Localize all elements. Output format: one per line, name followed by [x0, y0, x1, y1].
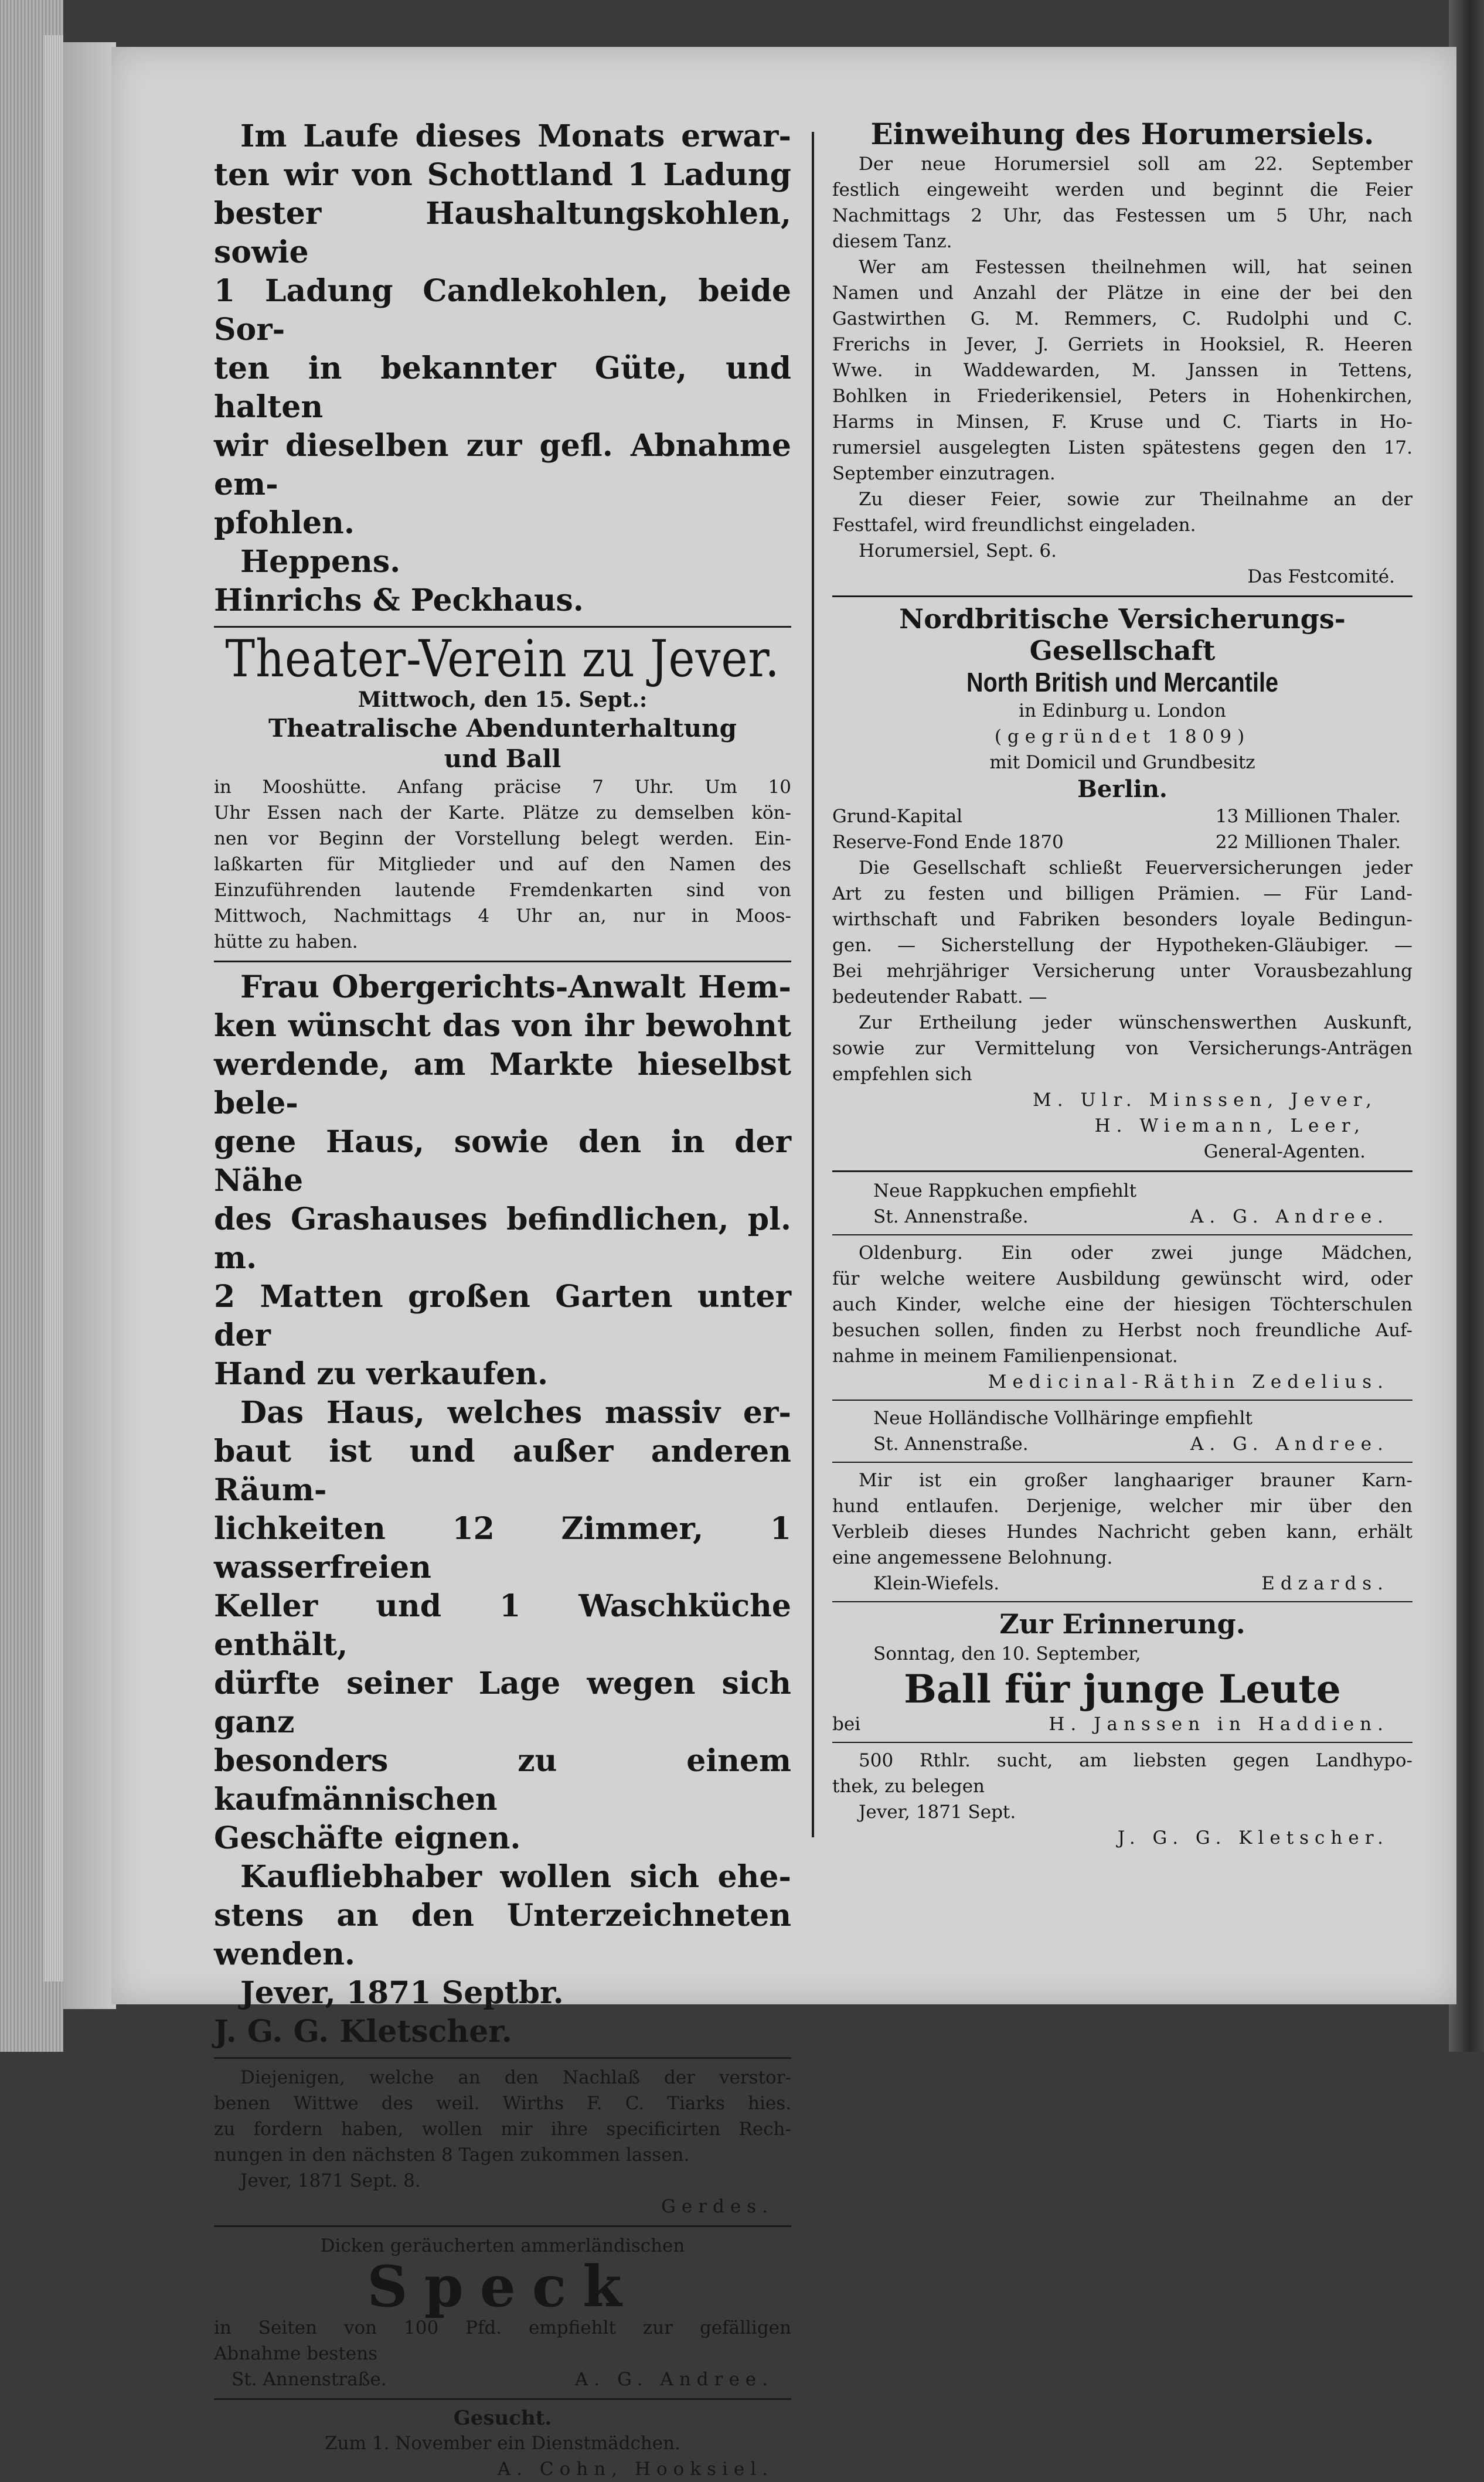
- text-line: nahme in meinem Familienpensionat.: [832, 1346, 1178, 1367]
- text-line: Bei mehrjähriger Versicherung unter Vorausbezahlung: [832, 961, 1412, 982]
- domicile: mit Domicil und Grundbesitz: [989, 752, 1255, 773]
- capital-value: 13 Millionen Thaler.: [1215, 806, 1401, 827]
- event-title: Theatralische Abendunterhaltung: [268, 714, 737, 743]
- text-line: für welche weitere Ausbildung gewünscht wird, oder: [832, 1268, 1412, 1289]
- divider: [214, 961, 791, 962]
- text-line: Nachmittags 2 Uhr, das Festessen um 5 Uhr, nach: [832, 205, 1412, 226]
- text-line: Zur Ertheilung jeder wünschenswerthen Auskunft,: [859, 1012, 1412, 1033]
- text-line: besonders zu einem kaufmännischen: [214, 1743, 791, 1817]
- text-line: Mittwoch, Nachmittags 4 Uhr an, nur in Moos-: [214, 905, 791, 927]
- text-line: Wer am Festessen theilnehmen will, hat seinen: [859, 257, 1412, 278]
- text-line: lichkeiten 12 Zimmer, 1 wasserfreien: [214, 1511, 791, 1585]
- text-line: zu fordern haben, wollen mir ihre specificirten Rech-: [214, 2119, 791, 2140]
- text-line: Neue Rappkuchen empfiehlt: [873, 1180, 1137, 1201]
- insurance-advertisement: [832, 603, 1412, 1165]
- founded-year: (gegründet 1809): [994, 726, 1251, 747]
- text-line: festlich eingeweiht werden und beginnt die Feier: [832, 179, 1412, 200]
- text-line: nungen in den nächsten 8 Tagen zukommen lassen.: [214, 2144, 690, 2166]
- text-line: Einzuführenden lautende Fremdenkarten sind von: [214, 880, 791, 901]
- text-line: 500 Rthlr. sucht, am liebsten gegen Landhypo-: [859, 1750, 1412, 1771]
- ad-title: Zur Erinnerung.: [999, 1608, 1245, 1640]
- estate-claims-notice: [214, 2065, 791, 2219]
- text-line: nen vor Beginn der Vorstellung belegt werden. Ein-: [214, 828, 791, 849]
- text-line: Uhr Essen nach der Karte. Plätze zu demselben kön-: [214, 802, 791, 823]
- divider: [214, 2225, 791, 2227]
- text-line: Festtafel, wird freundlichst eingeladen.: [832, 515, 1196, 536]
- ball-advertisement: [832, 1607, 1412, 1737]
- divider: [214, 2057, 791, 2059]
- wanted-advertisement: [214, 2406, 791, 2482]
- signature: J. G. G. Kletscher.: [214, 2014, 512, 2049]
- domicile-city: Berlin.: [1077, 775, 1168, 803]
- event-date: Mittwoch, den 15. Sept.:: [358, 687, 648, 712]
- text-line: hütte zu haben.: [214, 931, 358, 952]
- divider: [832, 1742, 1412, 1743]
- place-date: Jever, 1871 Septbr.: [240, 1975, 564, 2011]
- host-name: H. Janssen in Haddien.: [1049, 1714, 1389, 1735]
- text-line: stens an den Unterzeichneten wenden.: [214, 1898, 791, 1972]
- text-line: pfohlen.: [214, 505, 355, 541]
- divider: [832, 1462, 1412, 1463]
- ad-title: Speck: [367, 2253, 638, 2320]
- divider: [832, 1400, 1412, 1401]
- text-line: Das Haus, welches massiv er-: [240, 1395, 791, 1431]
- text-line: diesem Tanz.: [832, 231, 952, 252]
- text-line: wir dieselben zur gefl. Abnahme em-: [214, 428, 791, 502]
- signature: A. G. Andree.: [1190, 1206, 1389, 1227]
- house-sale-advertisement: [214, 968, 791, 2051]
- place-name: Klein-Wiefels.: [873, 1573, 1000, 1594]
- text-line: eine angemessene Belohnung.: [832, 1547, 1113, 1568]
- text-line: Abnahme bestens: [214, 2343, 378, 2364]
- text-line: Harms in Minsen, F. Kruse und C. Tiarts in Ho-: [832, 411, 1412, 433]
- place-date: Horumersiel, Sept. 6.: [859, 540, 1057, 561]
- right-column: [832, 117, 1412, 1851]
- text-line: Kaufliebhaber wollen sich ehe-: [240, 1859, 791, 1895]
- text-line: Im Laufe dieses Monats erwar-: [240, 118, 791, 154]
- agent-name: H. Wiemann, Leer,: [1094, 1115, 1366, 1136]
- text-line: 2 Matten großen Garten unter der: [214, 1279, 791, 1353]
- ad-title: Gesucht.: [453, 2406, 552, 2430]
- signature: A. G. Andree.: [574, 2369, 774, 2390]
- boarding-school-advertisement: [832, 1240, 1412, 1395]
- text-line: Gastwirthen G. M. Remmers, C. Rudolphi und C.: [832, 308, 1412, 329]
- text-line: benen Wittwe des weil. Wirths F. C. Tiarks hies.: [214, 2093, 791, 2114]
- text-line: 1 Ladung Candlekohlen, beide Sor-: [214, 273, 791, 348]
- text-line: sowie zur Vermittelung von Versicherungs-Anträgen: [832, 1038, 1412, 1059]
- ad-title: Einweihung des Horumersiels.: [870, 117, 1374, 151]
- reserve-label: Reserve-Fond Ende 1870: [832, 832, 1064, 853]
- event-headline: Ball für junge Leute: [904, 1666, 1341, 1712]
- divider: [832, 1170, 1412, 1172]
- text-line: Verbleib dieses Hundes Nachricht geben kann, erhält: [832, 1521, 1412, 1543]
- divider: [832, 595, 1412, 597]
- text-line: ken wünscht das von ihr bewohnt: [214, 1008, 791, 1044]
- capital-label: Grund-Kapital: [832, 806, 963, 827]
- text-line: Oldenburg. Ein oder zwei junge Mädchen,: [859, 1242, 1412, 1264]
- text-line: Namen und Anzahl der Plätze in eine der bei den: [832, 282, 1412, 304]
- text-line: laßkarten für Mitglieder und auf den Namen des: [214, 854, 791, 875]
- text-line: besuchen sollen, finden zu Herbst noch freundliche Auf-: [832, 1320, 1412, 1341]
- text-line: dürfte seiner Lage wegen sich ganz: [214, 1666, 791, 1740]
- text-line: Bohlken in Friederikensiel, Peters in Hohenkirchen,: [832, 386, 1412, 407]
- text-line: ten in bekannter Güte, und halten: [214, 350, 791, 425]
- street-name: St. Annenstraße.: [873, 1434, 1029, 1455]
- text-line: gen. — Sicherstellung der Hypotheken-Gläubiger. —: [832, 935, 1412, 956]
- signature: Edzards.: [1261, 1573, 1389, 1594]
- text-line: Zu dieser Feier, sowie zur Theilnahme an der: [859, 489, 1412, 510]
- text-line: Art zu festen und billigen Prämien. — Für Land-: [832, 883, 1412, 904]
- text-line: Frerichs in Jever, J. Gerriets in Hooksiel, R. Heeren: [832, 334, 1412, 355]
- event-title-2: und Ball: [444, 744, 561, 773]
- theater-advertisement: [214, 628, 791, 955]
- bacon-advertisement: [214, 2233, 791, 2392]
- book-spine-edge: [0, 0, 63, 2052]
- place-name: Heppens.: [240, 544, 401, 580]
- text-line: Geschäfte eignen.: [214, 1820, 521, 1856]
- text-line: empfehlen sich: [832, 1064, 972, 1085]
- text-line: September einzutragen.: [832, 463, 1056, 484]
- street-name: St. Annenstraße.: [232, 2369, 387, 2390]
- rapeseed-cake-advertisement: [832, 1178, 1412, 1230]
- signature: A. Cohn, Hooksiel.: [497, 2459, 774, 2480]
- company-title: Nordbritische Versicherungs-: [899, 603, 1346, 635]
- divider: [214, 2398, 791, 2400]
- signature: Das Festcomité.: [1247, 566, 1395, 587]
- text-line: Keller und 1 Waschküche enthält,: [214, 1588, 791, 1663]
- text-line: Zum 1. November ein Dienstmädchen.: [325, 2433, 680, 2454]
- company-title-2: Gesellschaft: [1029, 635, 1216, 666]
- agents-label: General-Agenten.: [1203, 1141, 1366, 1162]
- herring-advertisement: [832, 1405, 1412, 1457]
- left-column: [214, 117, 791, 2482]
- signature: Medicinal-Räthin Zedelius.: [988, 1371, 1389, 1392]
- text-line: thek, zu belegen: [832, 1776, 985, 1797]
- text-line: Diejenigen, welche an den Nachlaß der verstor-: [240, 2067, 791, 2088]
- loan-request-notice: [832, 1748, 1412, 1851]
- column-divider: [812, 132, 814, 1837]
- text-line: rumersiel ausgelegten Listen spätestens gegen den 17.: [832, 437, 1412, 458]
- divider: [832, 1601, 1412, 1602]
- text-line: in Seiten von 100 Pfd. empfiehlt zur gefälligen: [214, 2317, 791, 2338]
- text-line: Neue Holländische Vollhäringe empfiehlt: [873, 1408, 1252, 1429]
- signature: A. G. Andree.: [1190, 1434, 1389, 1455]
- place-date: Jever, 1871 Sept.: [859, 1802, 1016, 1823]
- divider: [832, 1234, 1412, 1235]
- text-line: Der neue Horumersiel soll am 22. September: [859, 154, 1412, 175]
- lost-dog-notice: [832, 1468, 1412, 1596]
- text-line: wirthschaft und Fabriken besonders loyale Bedingun-: [832, 909, 1412, 930]
- text-line: Wwe. in Waddewarden, M. Janssen in Tettens,: [832, 360, 1412, 381]
- reserve-value: 22 Millionen Thaler.: [1215, 832, 1401, 853]
- ad-title: Theater-Verein zu Jever.: [225, 628, 780, 689]
- company-city: in Edinburg u. London: [1019, 700, 1226, 721]
- text-line: Hand zu verkaufen.: [214, 1356, 549, 1392]
- text-line: auch Kinder, welche eine der hiesigen Töchterschulen: [832, 1294, 1412, 1315]
- street-name: St. Annenstraße.: [873, 1206, 1029, 1227]
- text-line: bedeutender Rabatt. —: [832, 986, 1047, 1007]
- divider: [214, 626, 791, 628]
- page-stack-edge: [63, 42, 116, 2009]
- text-line: baut ist und außer anderen Räum-: [214, 1434, 791, 1508]
- text-line: hund entlaufen. Derjenige, welcher mir über den: [832, 1496, 1412, 1517]
- text-line: ten wir von Schottland 1 Ladung: [214, 157, 791, 193]
- bei-word: bei: [832, 1714, 861, 1735]
- horumersiel-inauguration-notice: [832, 117, 1412, 590]
- agent-name: M. Ulr. Minssen, Jever,: [1033, 1090, 1377, 1111]
- text-line: bester Haushaltungskohlen, sowie: [214, 196, 791, 270]
- text-line: Frau Obergerichts-Anwalt Hem-: [240, 969, 791, 1005]
- event-date: Sonntag, den 10. September,: [873, 1643, 1141, 1664]
- place-date: Jever, 1871 Sept. 8.: [240, 2170, 421, 2191]
- text-line: in Mooshütte. Anfang präcise 7 Uhr. Um 10: [214, 777, 791, 798]
- company-name: North British und Mercantile: [966, 667, 1278, 697]
- text-line: Mir ist ein großer langhaariger brauner Karn-: [859, 1470, 1412, 1491]
- signature: Gerdes.: [661, 2196, 774, 2217]
- text-line: Die Gesellschaft schließt Feuerversicherungen jeder: [859, 857, 1412, 879]
- signature: J. G. G. Kletscher.: [1117, 1827, 1389, 1848]
- ad-intro: Dicken geräucherten ammerländischen: [320, 2235, 685, 2256]
- text-line: gene Haus, sowie den in der Nähe: [214, 1124, 791, 1199]
- coal-advertisement: [214, 117, 791, 620]
- text-line: werdende, am Markte hieselbst bele-: [214, 1047, 791, 1121]
- signature: Hinrichs & Peckhaus.: [214, 583, 584, 618]
- text-line: des Grashauses befindlichen, pl. m.: [214, 1201, 791, 1276]
